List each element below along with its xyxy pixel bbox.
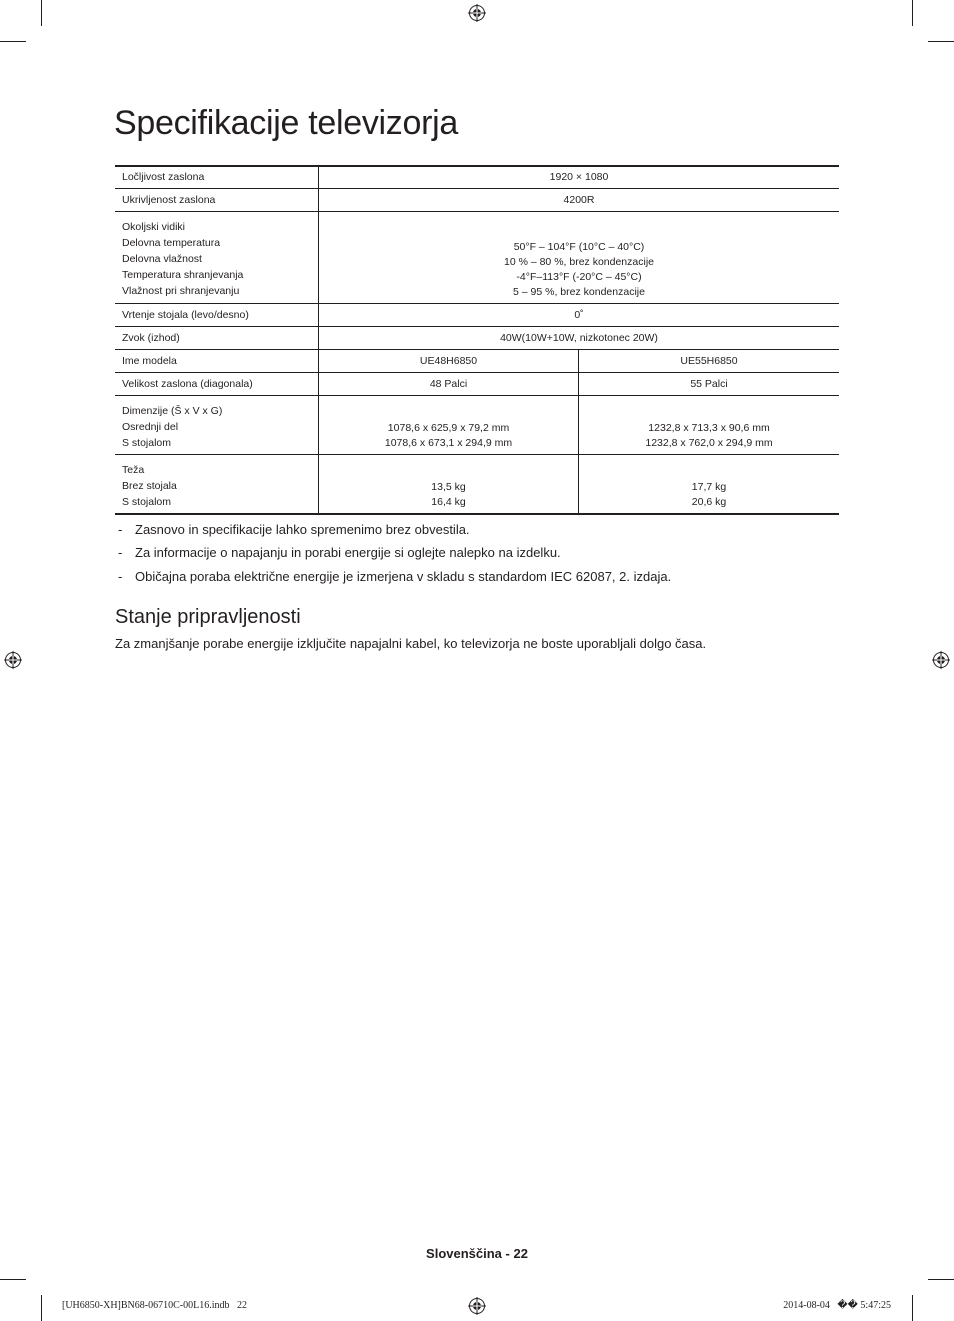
label-line: Temperatura shranjevanja [122, 268, 244, 281]
registration-mark-icon [932, 651, 950, 669]
row-value: 40W(10W+10W, nizkotonec 20W) [319, 326, 840, 349]
spec-table [115, 165, 839, 515]
list-item [118, 544, 671, 567]
row-label [115, 211, 319, 303]
row-value-right: 55 Palci [579, 372, 840, 395]
registration-mark-icon [4, 651, 22, 669]
crop-mark [41, 0, 42, 26]
registration-mark-icon [468, 1297, 486, 1315]
table-row [115, 166, 839, 188]
value-line: 1232,8 x 762,0 x 294,9 mm [645, 436, 773, 449]
row-value-right [579, 454, 840, 514]
list-item [118, 521, 671, 544]
section-text: Za zmanjšanje porabe energije izključite napajalni kabel, ko televizorja ne boste uporabljali dolgo časa. [115, 636, 707, 651]
crop-mark [912, 0, 913, 26]
page-title: Specifikacije televizorja [114, 104, 458, 142]
value-line: 10 % – 80 %, brez kondenzacije [503, 255, 654, 268]
label-line: Dimenzije (Š x V x G) [122, 404, 223, 417]
timestamp-slug: 2014-08-04 �� 5:47:25 [783, 1300, 891, 1311]
list-marker: - [118, 522, 123, 537]
value-line: 1232,8 x 713,3 x 90,6 mm [648, 421, 770, 434]
table-row [115, 454, 839, 514]
label-line: Osrednji del [122, 420, 179, 433]
note-text: Običajna poraba električne energije je izmerjena v skladu s standardom IEC 62087, 2. izdaja. [135, 568, 672, 584]
value-line: 1078,6 x 673,1 x 294,9 mm [384, 436, 513, 449]
table-row [115, 349, 839, 372]
value-line: 17,7 kg [691, 480, 727, 493]
list-marker: - [118, 568, 123, 584]
label-line: Delovna vlažnost [122, 252, 202, 265]
value-line: 13,5 kg [431, 480, 466, 493]
table-row [115, 326, 839, 349]
row-label [115, 454, 319, 514]
table-row [115, 211, 839, 303]
value-line: 16,4 kg [431, 495, 466, 508]
row-value-left: UE48H6850 [319, 349, 579, 372]
row-value-left [319, 454, 579, 514]
table-row [115, 303, 839, 326]
notes-list [118, 521, 671, 591]
value-line: -4°F–113°F (-20°C – 45°C) [516, 270, 642, 283]
label-line: Delovna temperatura [122, 236, 221, 249]
row-label [115, 395, 319, 454]
file-slug: [UH6850-XH]BN68-06710C-00L16.indb 22 [62, 1300, 247, 1311]
note-text: Za informacije o napajanju in porabi energije si oglejte nalepko na izdelku. [135, 545, 561, 561]
table-row [115, 395, 839, 454]
page-number: Slovenščina - 22 [426, 1246, 528, 1261]
row-value [319, 211, 840, 303]
row-label: Ime modela [115, 349, 319, 372]
row-label: Zvok (izhod) [115, 326, 319, 349]
row-label: Vrtenje stojala (levo/desno) [115, 303, 319, 326]
section-title: Stanje pripravljenosti [115, 606, 301, 628]
table-row [115, 372, 839, 395]
list-item [118, 568, 671, 591]
list-marker: - [118, 545, 123, 561]
label-line: S stojalom [122, 436, 172, 449]
value-line: 5 – 95 %, brez kondenzacije [513, 285, 645, 298]
crop-mark [928, 41, 954, 42]
row-label: Ukrivljenost zaslona [115, 188, 319, 211]
note-text: Zasnovo in specifikacije lahko spremenimo brez obvestila. [135, 522, 470, 537]
row-label: Ločljivost zaslona [115, 166, 319, 188]
label-line: Vlažnost pri shranjevanju [122, 284, 240, 297]
crop-mark [928, 1279, 954, 1280]
row-value-left [319, 395, 579, 454]
label-line: S stojalom [122, 495, 172, 508]
label-line: Brez stojala [122, 479, 177, 492]
row-value-left: 48 Palci [319, 372, 579, 395]
row-value-right [579, 395, 840, 454]
value-line: 20,6 kg [691, 495, 727, 508]
registration-mark-icon [468, 4, 486, 22]
row-value: 0˚ [319, 303, 840, 326]
crop-mark [0, 1279, 26, 1280]
value-line: 1078,6 x 625,9 x 79,2 mm [387, 421, 510, 434]
crop-mark [41, 1295, 42, 1321]
row-label: Velikost zaslona (diagonala) [115, 372, 319, 395]
table-row [115, 188, 839, 211]
value-line: 50°F – 104°F (10°C – 40°C) [513, 240, 645, 253]
row-value: 4200R [319, 188, 840, 211]
crop-mark [0, 41, 26, 42]
row-value: 1920 × 1080 [319, 166, 840, 188]
label-line: Okoljski vidiki [122, 220, 186, 233]
label-line: Teža [122, 463, 145, 476]
crop-mark [912, 1295, 913, 1321]
row-value-right: UE55H6850 [579, 349, 840, 372]
